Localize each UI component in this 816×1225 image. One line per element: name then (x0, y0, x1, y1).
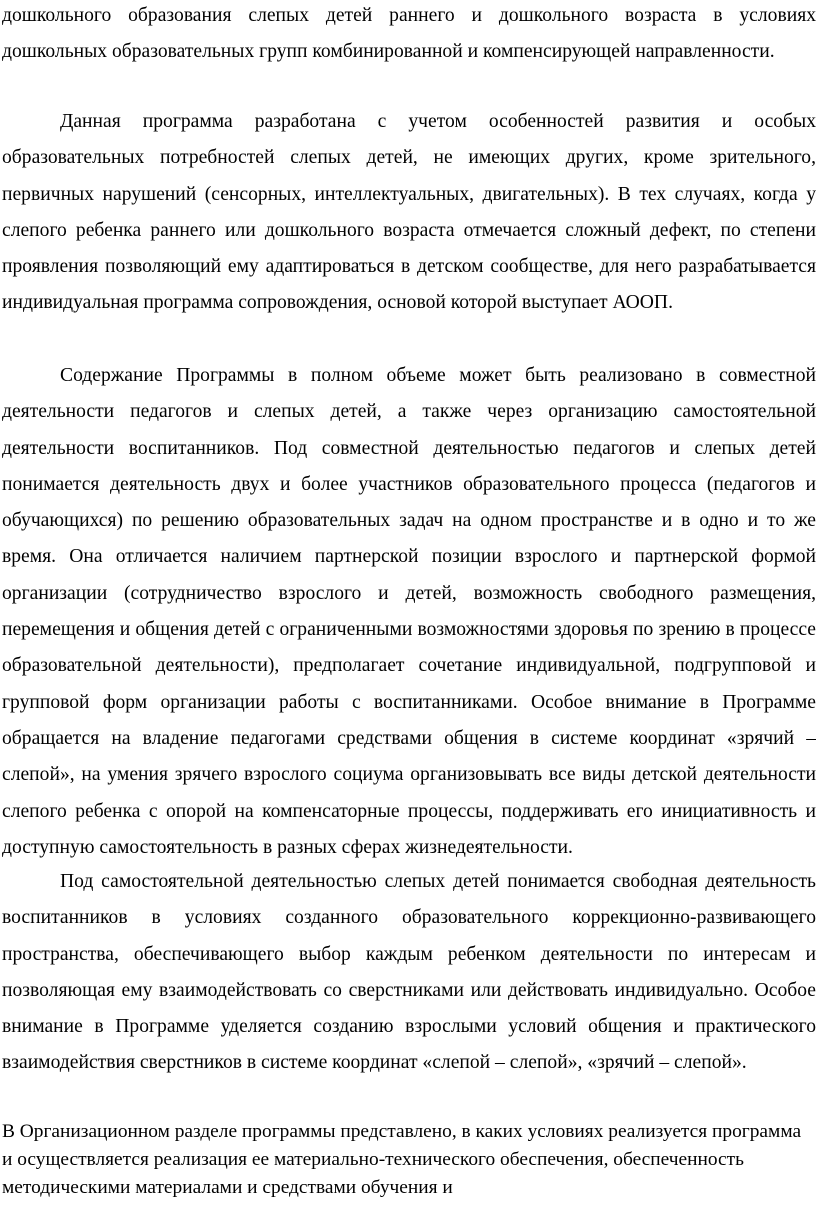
paragraph-program-development: Данная программа разработана с учетом особенностей развития и особых образовательных потребностей слепых детей, не имеющих других, кроме зрительного, первичных нарушений (сенсорных, интеллектуальных, двигательных). В тех случаях, когда у слепого ребенка раннего или дошкольного возраста отмечается сложный дефект, по степени проявления позволяющий ему адаптироваться в детском сообществе, для него разрабатывается индивидуальная программа сопровождения, основой которой выступает АООП. (2, 111, 816, 314)
paragraph-intro-continuation: дошкольного образования слепых детей раннего и дошкольного возраста в условиях дошкольных образовательных групп комбинированной и компенсирующей направленности. (2, 5, 816, 63)
paragraph-joint-activity: Содержание Программы в полном объеме может быть реализовано в совместной деятельности педагогов и слепых детей, а также через организацию самостоятельной деятельности воспитанников. Под совместной деятельностью педагогов и слепых детей понимается деятельность двух и более участников образовательного процесса (педагогов и обучающихся) по решению образовательных задач на одном пространстве и в одно и то же время. Она отличается наличием партнерской позиции взрослого и партнерской формой организации (сотрудничество взрослого и детей, возможность свободного размещения, перемещения и общения детей с ограниченными возможностями здоровья по зрению в процессе образовательной деятельности), предполагает сочетание индивидуальной, подгрупповой и групповой форм организации работы с воспитанниками. Особое внимание в Программе обращается на владение педагогами средствами общения в системе координат «зрячий – слепой», на умения зрячего взрослого социума организовывать все виды детской деятельности слепого ребенка с опорой на компенсаторные процессы, поддерживать его инициативность и доступную самостоятельность в разных сферах жизнедеятельности. (2, 365, 816, 858)
paragraph-independent-activity: Под самостоятельной деятельностью слепых детей понимается свободная деятельность воспитанников в условиях созданного образовательного коррекционно-развивающего пространства, обеспечивающего выбор каждым ребенком деятельности по интересам и позволяющая ему взаимодействовать со сверстниками или действовать индивидуально. Особое внимание в Программе уделяется созданию взрослыми условий общения и практического взаимодействия сверстников в системе координат «слепой – слепой», «зрячий – слепой». (2, 871, 816, 1074)
paragraph-organizational-section: В Организационном разделе программы представлено, в каких условиях реализуется программа и осуществляется реализация ее материально-технического обеспечения, обеспеченность методическими материалами и средствами обучения и (2, 1121, 802, 1198)
